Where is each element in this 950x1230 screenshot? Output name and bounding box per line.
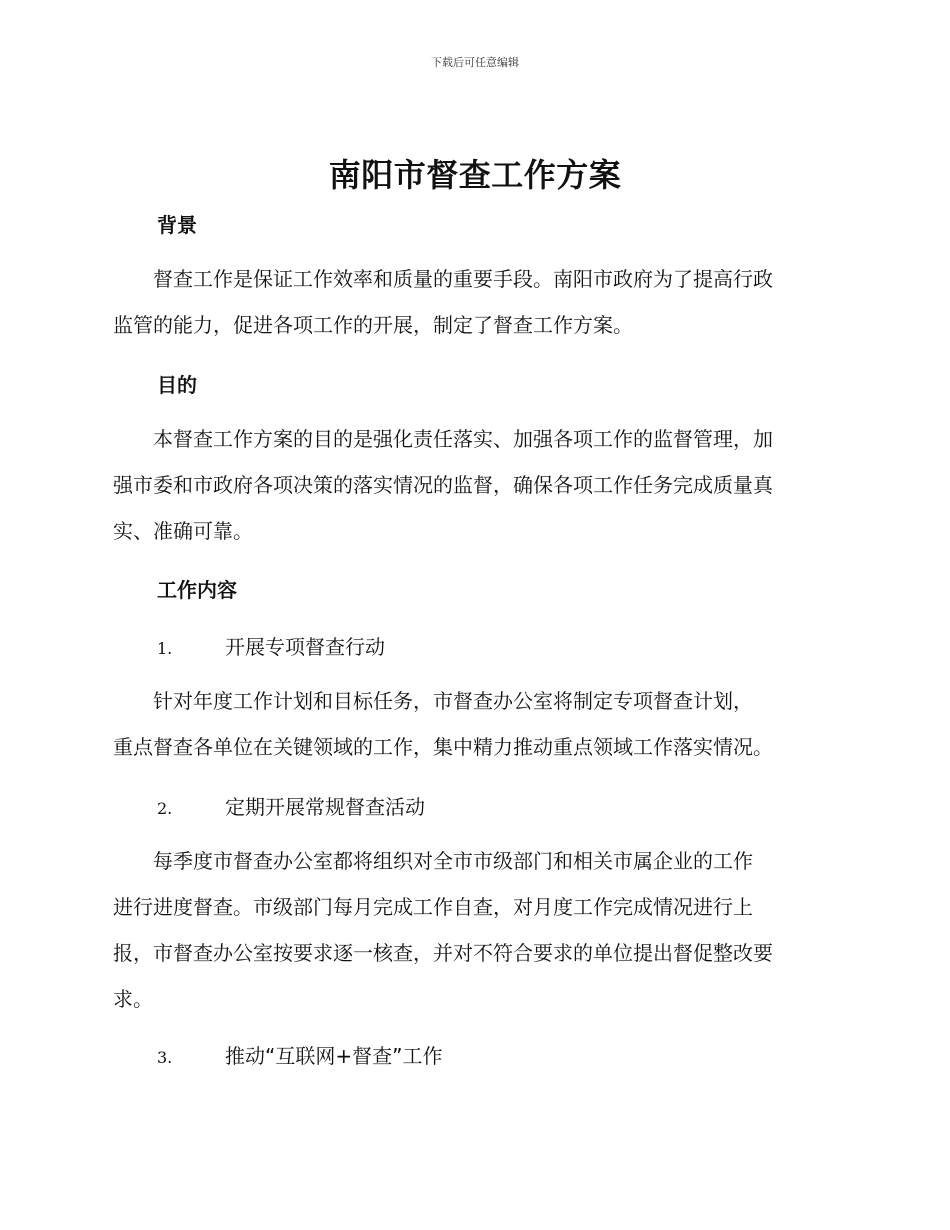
paragraph-line: 每季度市督查办公室都将组织对全市市级部门和相关市属企业的工作 (113, 849, 753, 873)
section-heading-background: 背景 (157, 213, 197, 237)
paragraph-item-1 (113, 678, 837, 770)
paragraph-line: 针对年度工作计划和目标任务，市督查办公室将制定专项督查计划， (113, 689, 753, 713)
paragraph-purpose (113, 416, 837, 554)
list-number: 3. (157, 1048, 173, 1067)
document-title: 南阳市督查工作方案 (328, 156, 622, 194)
paragraph-background (113, 256, 837, 348)
paragraph-line: 报，市督查办公室按要求逐一核查，并对不符合要求的单位提出督促整改要 (113, 941, 773, 965)
section-heading-purpose: 目的 (157, 373, 197, 397)
paragraph-line: 求。 (113, 987, 153, 1011)
paragraph-line: 督查工作是保证工作效率和质量的重要手段。南阳市政府为了提高行政 (113, 267, 773, 291)
paragraph-line: 本督查工作方案的目的是强化责任落实、加强各项工作的监督管理，加 (113, 427, 773, 451)
list-item-label: 开展专项督查行动 (225, 635, 385, 659)
list-number: 1. (157, 639, 173, 658)
paragraph-line: 监管的能力，促进各项工作的开展，制定了督查工作方案。 (113, 313, 633, 337)
list-item-3 (157, 1040, 442, 1069)
header-note: 下载后可任意编辑 (431, 56, 519, 69)
list-item-1 (157, 631, 385, 660)
list-item-label: 推动“互联网+督查”工作 (225, 1044, 443, 1068)
section-heading-content: 工作内容 (157, 578, 237, 602)
paragraph-line: 重点督查各单位在关键领域的工作，集中精力推动重点领域工作落实情况。 (113, 735, 773, 759)
list-number: 2. (157, 799, 173, 818)
paragraph-item-2 (113, 838, 837, 1022)
paragraph-line: 强市委和市政府各项决策的落实情况的监督，确保各项工作任务完成质量真 (113, 473, 773, 497)
list-item-label: 定期开展常规督查活动 (225, 795, 425, 819)
paragraph-line: 实、准确可靠。 (113, 519, 253, 543)
paragraph-line: 进行进度督查。市级部门每月完成工作自查，对月度工作完成情况进行上 (113, 895, 753, 919)
list-item-2 (157, 791, 425, 820)
